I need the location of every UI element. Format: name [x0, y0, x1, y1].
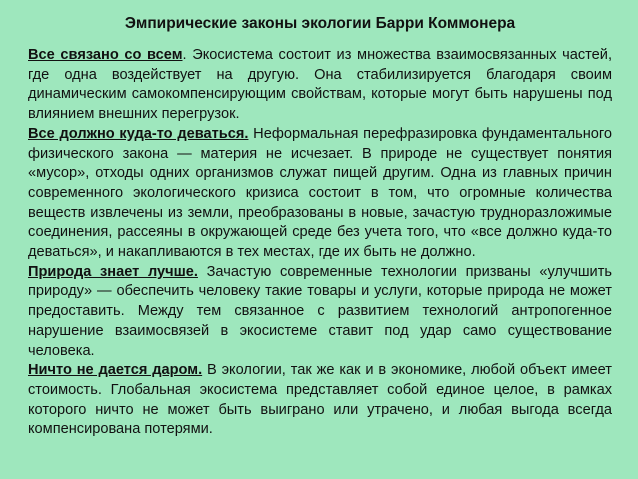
law-term-suffix-1: . — [182, 47, 187, 63]
law-text-1: Экосистема состоит из множества взаимосвязанных частей, где одна воздействует на другую. Она стабилизируется благодаря своим динамическим самокомпенсирующим свойствам, которые могут быть нарушены под влиянием внешних перегрузок. — [28, 47, 613, 123]
law-term-1: Все связано со всем — [28, 47, 183, 63]
slide-title: Эмпирические законы экологии Барри Коммонера — [124, 15, 516, 32]
law-text-3: Зачастую современные технологии призваны «улучшить природу» — обеспечить человеку такие товары и услуги, которые природа не может предоставить. Между тем связанное с развитием технологий антропогенное нарушение взаимосвязей в экосистеме ставит под удар само существование человека. — [28, 263, 612, 359]
law-paragraph-3 — [28, 263, 612, 362]
law-term-4: Ничто не дается даром. — [28, 362, 203, 379]
law-paragraph-1 — [28, 46, 612, 125]
law-term-2: Все должно куда-то деваться. — [28, 125, 249, 142]
law-text-4: В экологии, так же как и в экономике, любой объект имеет стоимость. Глобальная экосистема представляет собой единое целое, в рамках которого ничто не может быть выиграно или утрачено, и любая выгода всегда компенсирована потерями. — [28, 362, 612, 438]
law-text-2: Неформальная перефразировка фундаментального физического закона — материя не исчезает. В природе не существует понятия «мусор», отходы одних организмов служат пищей другим. Одна из главных причин современного экологического кризиса состоит в том, что огромные количества веществ извлечены из земли, преобразованы в новые, зачастую трудноразложимые соединения, рассеяны в окружающей среде без учета того, что «все должно куда-то деваться», и накапливаются в тех местах, где их быть не должно. — [28, 125, 612, 261]
law-paragraph-2 — [28, 125, 612, 263]
law-paragraph-4 — [28, 361, 612, 440]
law-term-3: Природа знает лучше. — [28, 263, 198, 280]
